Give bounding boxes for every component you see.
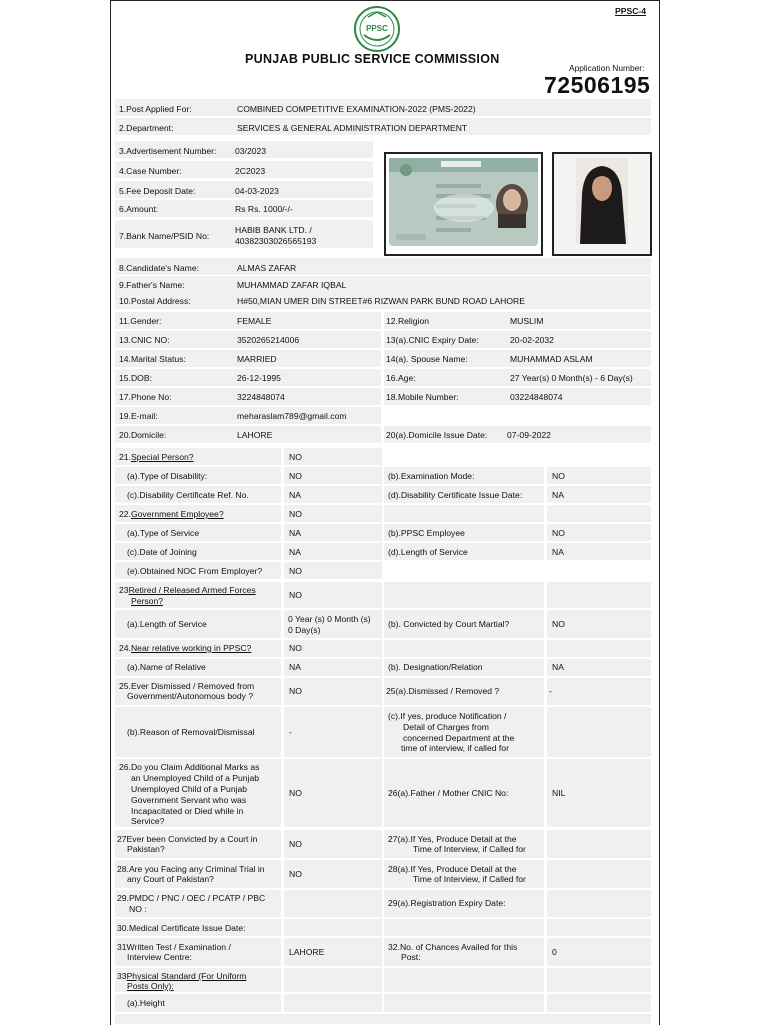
field-label: 26.Do you Claim Additional Marks as [119,762,260,772]
field-label: an Unemployed Child of a Punjab [131,773,260,783]
section-title: 21.Special Person? [119,452,194,462]
field-label: (b). Convicted by Court Martial? [388,619,510,629]
field-value: 04-03-2023 [235,186,279,196]
field-label: 5.Fee Deposit Date: [119,186,196,196]
field-value: H#50,MIAN UMER DIN STREET#6 RIZWAN PARK BUND ROAD LAHORE [237,296,525,306]
field-label: 20.Domicile: [119,430,167,440]
field-value: 27 Year(s) 0 Month(s) - 6 Day(s) [510,373,633,383]
field-label: 29.PMDC / PNC / OEC / PCATP / PBC [117,893,266,903]
field-label: Government/Autonomous body ? [127,691,254,701]
field-label: Incapacitated or Died while in [131,806,244,816]
field-label: 27Ever been Convicted by a Court in [117,834,258,844]
section-title: 33Physical Standard (For Uniform [117,971,247,981]
ppsc-logo-icon [352,5,402,53]
field-value: NO [289,643,302,653]
field-value: MARRIED [237,354,277,364]
field-value: 03224848074 [510,392,563,402]
field-label: (b). Designation/Relation [388,662,483,672]
field-value: NA [552,547,564,557]
field-value: 3520265214006 [237,335,300,345]
field-value: NO [552,471,565,481]
row-band [547,994,651,1012]
field-label: 30.Medical Certificate Issue Date: [117,923,246,933]
field-label: NO : [129,904,147,914]
field-label: Service? [131,816,165,826]
field-value: LAHORE [237,430,273,440]
row-band [547,968,651,992]
field-label: Post: [401,952,421,962]
field-label: 12.Religion [386,316,429,326]
form-code: PPSC-4 [615,6,647,16]
field-value: SERVICES & GENERAL ADMINISTRATION DEPARTMENT [237,123,468,133]
row-band [384,582,544,608]
row-band [547,830,651,858]
field-label: 6.Amount: [119,204,159,214]
row-band [384,640,544,657]
field-value: 03/2023 [235,146,267,156]
field-label: 13(a).CNIC Expiry Date: [386,335,479,345]
field-label: (b).PPSC Employee [388,528,465,538]
candidate-photo [552,152,652,256]
row-band [547,890,651,917]
field-label: 29(a).Registration Expiry Date: [388,898,506,908]
field-value: MUSLIM [510,316,544,326]
field-label: 20(a).Domicile Issue Date: [386,430,488,440]
field-value: FEMALE [237,316,272,326]
row-band [284,707,382,757]
field-value: NO [552,528,565,538]
field-label: 19.E-mail: [119,411,158,421]
field-label: 32.No. of Chances Availed for this [388,942,518,952]
field-value: NA [552,490,564,500]
field-value: meharaslam789@gmail.com [237,411,347,421]
section-title-line: Person? [131,596,164,606]
field-label: 17.Phone No: [119,392,172,402]
application-number-label: Application Number: [569,63,645,73]
field-label: 31Written Test / Examination / [117,942,231,952]
row-band [284,994,382,1012]
field-value: HABIB BANK LTD. / [235,225,312,235]
field-label: 14(a). Spouse Name: [386,354,468,364]
field-label: 11.Gender: [119,316,162,326]
field-label: (c).If yes, produce Notification / [388,711,507,721]
page-title: PUNJAB PUBLIC SERVICE COMMISSION [245,52,500,66]
field-value: Rs Rs. 1000/-/- [235,204,293,214]
row-band [284,919,382,936]
row-band [284,968,382,992]
row-band [384,968,544,992]
field-value: NO [289,590,302,600]
field-label: Detail of Charges from [403,722,489,732]
row-band [547,860,651,888]
field-value: 0 [552,947,557,957]
field-value: - [289,727,292,737]
row-band [547,938,651,966]
section-title: 22.Government Employee? [119,509,224,519]
section-title: 24.Near relative working in PPSC? [119,643,252,653]
row-band [384,994,544,1012]
field-value: 40382303026565193 [235,236,317,246]
field-value: NA [289,490,301,500]
field-label: 16.Age: [386,373,416,383]
row-band [547,707,651,757]
field-value: NO [289,509,302,519]
application-number: 72506195 [544,72,651,98]
field-label: 13.CNIC NO: [119,335,170,345]
field-label: Time of Interview, if Called for [413,874,526,884]
field-label: (a).Type of Service [127,528,200,538]
field-label: 14.Marital Status: [119,354,186,364]
field-value: 0 Day(s) [288,625,321,635]
field-value: LAHORE [289,947,325,957]
field-value: MUHAMMAD ASLAM [510,354,593,364]
field-label: 28.Are you Facing any Criminal Trial in [117,864,265,874]
field-label: (c).Date of Joining [127,547,197,557]
field-label: Government Servant who was [131,795,247,805]
section-title: 23Retired / Released Armed Forces [119,585,256,595]
field-label: concerned Department at the [403,733,515,743]
field-label: (b).Reason of Removal/Dismissal [127,727,255,737]
field-value: NO [289,471,302,481]
field-label: (e).Obtained NOC From Employer? [127,566,263,576]
field-value: MUHAMMAD ZAFAR IQBAL [237,280,347,290]
field-label: 28(a).If Yes, Produce Detail at the [388,864,517,874]
field-label: (b).Examination Mode: [388,471,475,481]
field-label: (d).Disability Certificate Issue Date: [388,490,523,500]
field-label: 15.DOB: [119,373,152,383]
logo-text: PPSC [366,24,388,33]
field-value: NO [552,619,565,629]
field-value: NA [289,547,301,557]
field-value: 0 Year (s) 0 Month (s) [288,614,371,624]
row-band [547,582,651,608]
field-label: (a).Length of Service [127,619,207,629]
field-label: (d).Length of Service [388,547,468,557]
field-value: 20-02-2032 [510,335,554,345]
field-value: ALMAS ZAFAR [237,263,297,273]
field-label: (a).Height [127,998,165,1008]
field-value: NA [289,662,301,672]
field-label: 18.Mobile Number: [386,392,459,402]
field-label: 9.Father's Name: [119,280,185,290]
cnic-card-photo [384,152,543,256]
field-label: 25(a).Dismissed / Removed ? [386,686,500,696]
field-label: 25.Ever Dismissed / Removed from [119,681,255,691]
field-value: NO [289,452,302,462]
field-label: 7.Bank Name/PSID No: [119,231,210,241]
field-label: 10.Postal Address: [119,296,191,306]
field-label: any Court of Pakistan? [127,874,214,884]
field-label: 3.Advertisement Number: [119,146,217,156]
field-label: 26(a).Father / Mother CNIC No: [388,788,509,798]
field-value: NO [289,686,302,696]
field-label: time of interview, if called for [401,743,509,753]
field-label: 1.Post Applied For: [119,104,192,114]
field-value: NA [289,528,301,538]
field-value: NO [289,839,302,849]
field-value: - [549,686,552,696]
row-band [284,890,382,917]
row-band [547,919,651,936]
field-label: Interview Centre: [127,952,192,962]
field-value: NO [289,788,302,798]
field-label: (a).Name of Relative [127,662,206,672]
field-value: 3224848074 [237,392,285,402]
row-band [384,919,544,936]
field-value: NA [552,662,564,672]
field-label: (a).Type of Disability: [127,471,208,481]
field-label: Pakistan? [127,844,165,854]
row-band [547,505,651,522]
field-value: 2C2023 [235,166,266,176]
field-label: 4.Case Number: [119,166,182,176]
row-band [384,505,544,522]
section-title-line: Posts Only): [127,981,174,991]
field-value: COMBINED COMPETITIVE EXAMINATION-2022 (PMS-2022) [237,104,476,114]
field-label: Unemployed Child of a Punjab [131,784,248,794]
row-band [115,276,651,293]
field-label: 2.Department: [119,123,174,133]
field-value: NO [289,566,302,576]
field-label: Time of Interview, if Called for [413,844,526,854]
field-label: 8.Candidate's Name: [119,263,199,273]
field-label: 27(a).If Yes, Produce Detail at the [388,834,517,844]
row-band [547,640,651,657]
field-value: 07-09-2022 [507,430,551,440]
field-value: NO [289,869,302,879]
field-value: NIL [552,788,566,798]
field-label: (c).Disability Certificate Ref. No. [127,490,249,500]
row-band [115,1014,651,1024]
field-value: 26-12-1995 [237,373,281,383]
row-band [547,678,651,705]
